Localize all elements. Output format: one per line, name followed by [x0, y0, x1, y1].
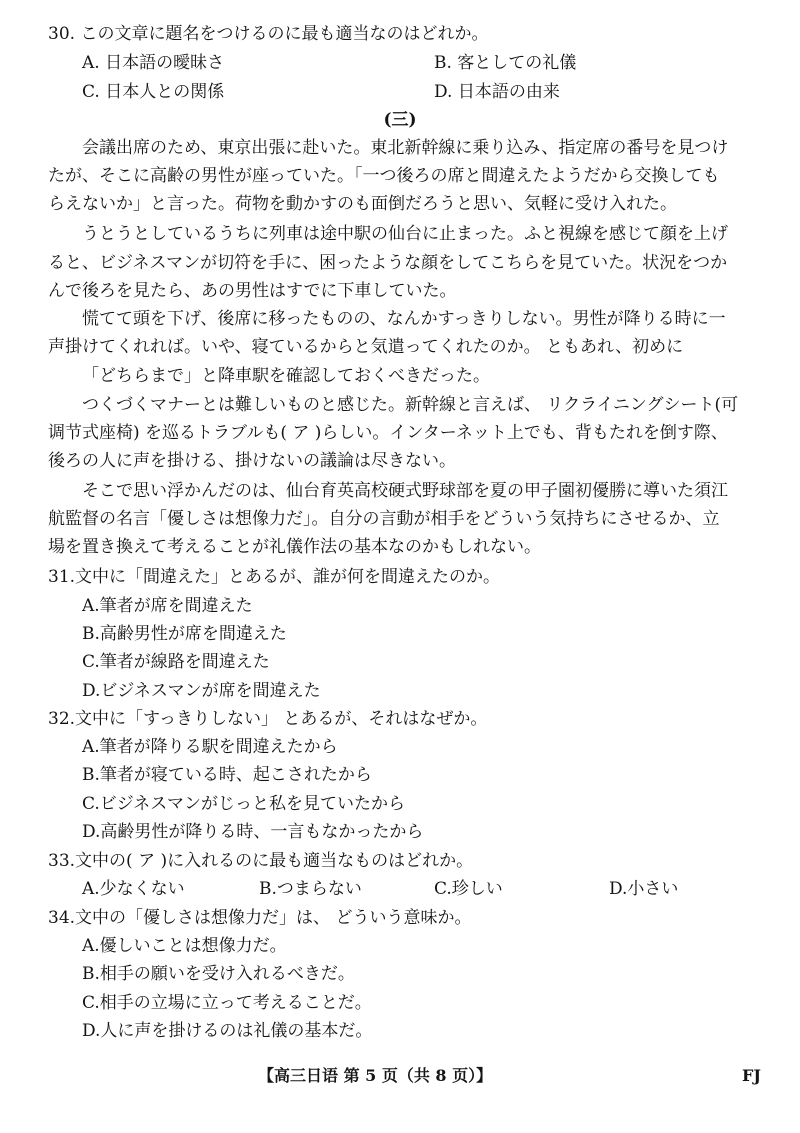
- q34-option-a: A.優しいことは想像力だ。: [82, 936, 287, 956]
- q30-option-c: C. 日本人との関係: [82, 82, 225, 102]
- passage-line: 声掛けてくれれば。いや、寝ているからと気遣ってくれたのか。 ともあれ、初めに: [48, 337, 684, 357]
- exam-code: FJ: [742, 1066, 761, 1085]
- q34-option-c: C.相手の立場に立って考えることだ。: [82, 993, 372, 1013]
- q31-option-d: D.ビジネスマンが席を間違えた: [82, 681, 321, 701]
- q31-option-b: B.高齢男性が席を間違えた: [82, 624, 287, 644]
- q32-option-c: C.ビジネスマンがじっと私を見ていたから: [82, 794, 405, 814]
- passage-line: 「どちらまで」と降車駅を確認しておくべきだった。: [82, 366, 490, 386]
- passage-line: うとうとしているうちに列車は途中駅の仙台に止まった。ふと視線を感じて顔を上げ: [82, 224, 728, 244]
- q32-option-a: A.筆者が降りる駅を間違えたから: [82, 737, 338, 757]
- q30-stem: 30. この文章に題名をつけるのに最も適当なのはどれか。: [48, 24, 489, 44]
- passage-line: らえないか」と言った。荷物を動かすのも面倒だろうと思い、気軽に受け入れた。: [48, 194, 677, 214]
- passage-line: そこで思い浮かんだのは、仙台育英高校硬式野球部を夏の甲子園初優勝に導いた須江: [82, 481, 728, 501]
- passage-line: ると、ビジネスマンが切符を手に、困ったような顔をしてこちらを見ていた。状況をつか: [48, 253, 728, 273]
- q31-option-c: C.筆者が線路を間違えた: [82, 652, 270, 672]
- q30-option-d: D. 日本語の由来: [434, 82, 560, 102]
- passage-line: 航監督の名言「優しさは想像力だ」。自分の言動が相手をどういう気持ちにさせるか、立: [48, 509, 720, 529]
- q33-option-c: C.珍しい: [434, 879, 503, 899]
- q34-stem: 34.文中の「優しさは想像力だ」は、 どういう意味か。: [48, 908, 472, 928]
- section-title: (三): [383, 110, 417, 130]
- passage-line: つくづくマナーとは難しいものと感じた。新幹線と言えば、 リクライニングシート(可: [82, 395, 739, 415]
- q32-stem: 32.文中に「すっきりしない」 とあるが、それはなぜか。: [48, 709, 488, 729]
- page-number-label: 【高三日语 第 5 页（共 8 页）】: [258, 1066, 493, 1085]
- q32-option-d: D.高齢男性が降りる時、一言もなかったから: [82, 822, 424, 842]
- passage-line: 会議出席のため、東京出張に赴いた。東北新幹線に乗り込み、指定席の番号を見つけ: [82, 138, 729, 158]
- q30-option-a: A. 日本語の曖昧さ: [82, 53, 225, 73]
- passage-line: 慌てて頭を下げ、後席に移ったものの、なんかすっきりしない。男性が降りる時に一: [82, 309, 726, 329]
- q33-option-b: B.つまらない: [259, 879, 362, 899]
- q31-option-a: A.筆者が席を間違えた: [82, 596, 253, 616]
- q31-stem: 31.文中に「間違えた」とあるが、誰が何を間違えたのか。: [48, 567, 501, 587]
- q30-option-b: B. 客としての礼儀: [434, 53, 577, 73]
- q32-option-b: B.筆者が寝ている時、起こされたから: [82, 765, 372, 785]
- q33-stem: 33.文中の( ア )に入れるのに最も適当なものはどれか。: [48, 851, 474, 871]
- passage-line: 後ろの人に声を掛ける、掛けないの議論は尽きない。: [48, 451, 456, 471]
- q33-option-d: D.小さい: [609, 879, 679, 899]
- q34-option-b: B.相手の願いを受け入れるべきだ。: [82, 964, 355, 984]
- passage-line: んで後ろを見たら、あの男性はすでに下車していた。: [48, 281, 457, 301]
- q33-option-a: A.少なくない: [82, 879, 185, 899]
- passage-line: たが、そこに高齢の男性が座っていた。「一つ後ろの席と間違えたようだから交換しても: [48, 166, 720, 186]
- passage-line: 调节式座椅) を巡るトラブルも( ア )らしい。インターネット上でも、背もたれを倒す際、: [48, 423, 728, 443]
- passage-line: 場を置き換えて考えることが礼儀作法の基本なのかもしれない。: [48, 537, 541, 557]
- q34-option-d: D.人に声を掛けるのは礼儀の基本だ。: [82, 1021, 373, 1041]
